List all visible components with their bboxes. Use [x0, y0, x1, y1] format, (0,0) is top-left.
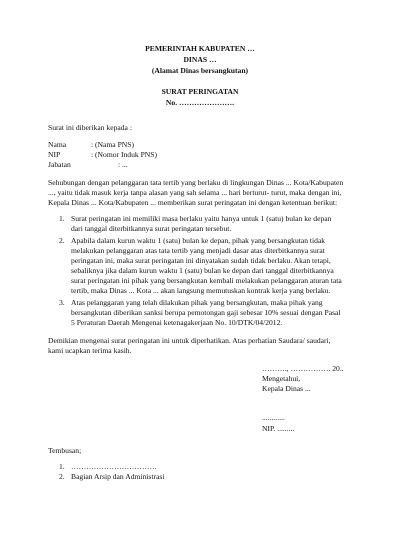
- term-line: peringatan ini, maka surat peringatan ini dinyatakan sudah tidak berlaku. Akan tetapi,: [71, 256, 331, 265]
- closing-line-2: kami ucapkan terima kasih.: [48, 346, 132, 355]
- recipient-nip-label: NIP: [48, 150, 61, 159]
- letter-number: No. ………………….: [165, 98, 235, 107]
- letter-title: SURAT PERINGATAN: [161, 87, 239, 96]
- term-line: bersangkutan diberikan sanksi berupa pemotongan gaji sebesar 10% sesuai dengan Pasal: [71, 308, 341, 317]
- body-line-1: Sehubungan dengan pelanggaran tata tertib yang berlaku di lingkungan Dinas ... Kota/Kabupaten: [48, 178, 344, 187]
- recipient-position-value: : ...: [118, 160, 128, 169]
- term-number: 1.: [59, 214, 65, 223]
- term-line: Atas pelanggaran yang telah dilakukan pihak yang bersangkutan, maka pihak yang: [71, 298, 323, 307]
- recipient-position-label: Jabatan: [48, 160, 71, 169]
- recipient-name-label: Nama: [48, 140, 67, 149]
- term-line: sebaliknya jika dalam kurun waktu 1 (satu) bulan ke depan dari tanggal diterbitkannya: [71, 266, 334, 275]
- term-line: Apabila dalam kurun waktu 1 (satu) bulan ke depan, pihak yang bersangkutan tidak: [71, 236, 326, 245]
- term-line: surat peringatan ini pihak yang bersangkutan kembali melakukan pelanggaran aturan tata: [71, 276, 342, 285]
- cc-item: Bagian Arsip dan Administrasi: [71, 472, 165, 481]
- cc-item-number: 1.: [59, 462, 65, 471]
- header-government: PEMERINTAH KABUPATEN …: [145, 44, 255, 53]
- term-number: 2.: [59, 236, 65, 245]
- cc-item: …………………………….: [71, 462, 157, 471]
- header-agency: DINAS …: [183, 55, 217, 64]
- intro-text: Surat ini diberikan kepada :: [48, 123, 132, 132]
- term-line: tertib, maka Dinas ... Kota ... akan langsung memutuskan kontrak kerja yang berlaku.: [71, 286, 331, 295]
- term-line: 5 Peraturan Daerah Mengenai ketenagakerjaan No. 10/DTK/04/2012.: [71, 318, 283, 327]
- cc-item-number: 2.: [59, 472, 65, 481]
- body-line-2: ..., yaitu tidak masuk kerja tanpa alasan yang sah selama ... hari berturut- turut, maka dengan ini,: [48, 188, 342, 197]
- recipient-name-value: : (Nama PNS): [91, 140, 135, 149]
- signature-title: Kepala Dinas ...: [262, 384, 311, 393]
- cc-label: Tembusan;: [48, 446, 82, 455]
- header-address: (Alamat Dinas bersangkutan): [151, 66, 249, 75]
- term-line: dari tanggal diterbitkannya surat peringatan tersebut.: [71, 224, 232, 233]
- signature-name-line: ............: [262, 413, 285, 422]
- term-line: melakukan pelanggaran atas tata tertib yang menjadi dasar atas diterbitkannya surat: [71, 246, 325, 255]
- signature-place-date: ………., ……………. 20..: [262, 364, 344, 373]
- term-line: Surat peringatan ini memiliki masa berlaku yaitu hanya untuk 1 (satu) bulan ke depan: [71, 214, 332, 223]
- signature-acknowledged: Mengetahui,: [262, 374, 301, 383]
- signature-nip: NIP. .........: [262, 424, 295, 433]
- body-line-3: Kepala Dinas ... Kota/Kabupaten ... memberikan surat peringatan ini dengan ketentuan berikut:: [48, 198, 338, 207]
- closing-line-1: Demikian mengenai surat peringatan ini untuk diperhatikan. Atas perhatian Saudara/ saudari,: [48, 336, 331, 345]
- recipient-nip-value: : (Nomor Induk PNS): [91, 150, 158, 159]
- term-number: 3.: [59, 298, 65, 307]
